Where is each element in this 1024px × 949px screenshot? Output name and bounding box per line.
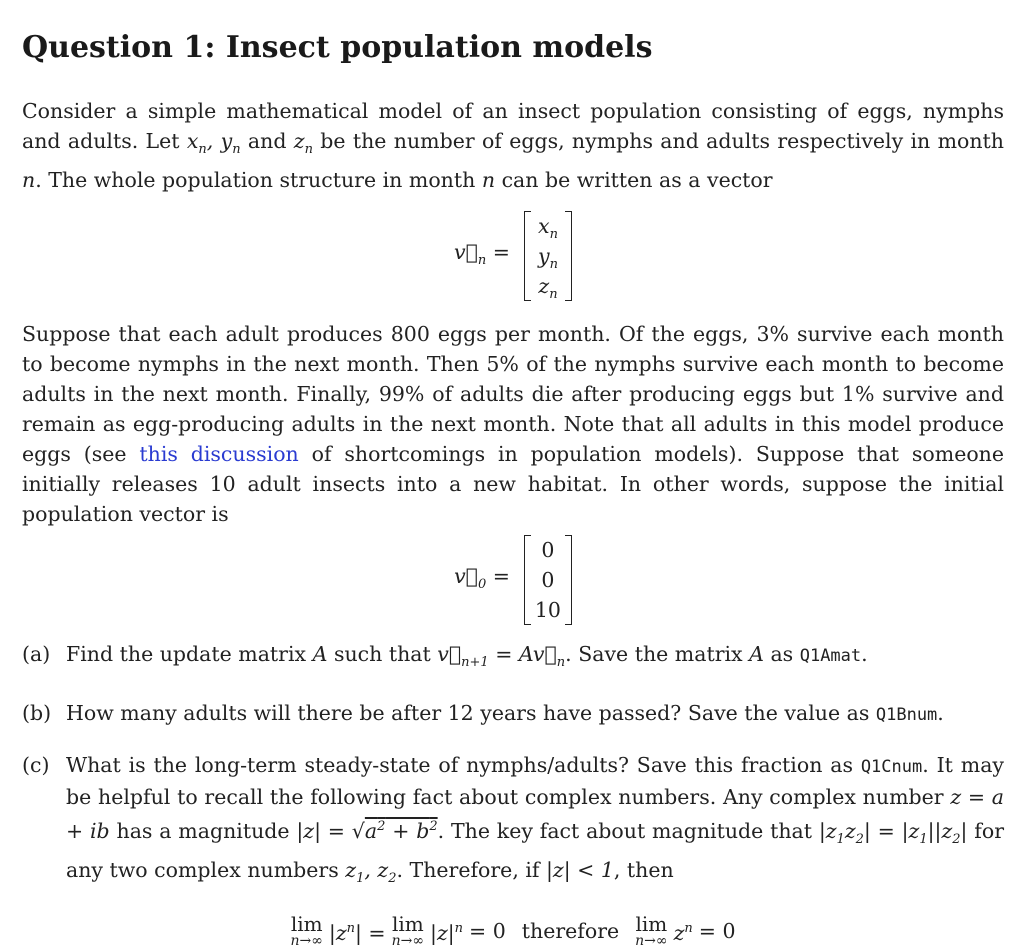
vector-0-equation: $v⃗_0$ = 0 0 10 [22,535,1004,625]
code-q1cnum: Q1Cnum [860,757,923,778]
limit-equation: lim n→∞ $|z^n|$ = lim n→∞ $|z|^n$ = 0 therefore lim n→∞ $z^n$ = 0 [290,912,736,949]
vector-n-matrix: $x_n$ $y_n$ $z_n$ [524,211,572,301]
page-title: Question 1: Insect population models [22,30,653,65]
document-page [22,18,1004,948]
vector-n-equation: $v⃗_n$ = $x_n$ $y_n$ $z_n$ [22,211,1004,301]
intro-paragraph: Consider a simple mathematical model of an insect population consisting of eggs, nymphs and adults. Let $x_n$, $y_n$ and $z_n$ be the number of eggs, nymphs and adults respectively in month n. The whole population structure in month n can be written as a vector [22,99,1004,193]
part-b: (b) How many adults will there be after 12 years have passed? Save the value as Q1Bnum. [22,701,944,726]
part-a: (a) Find the update matrix A such that $v⃗_{n+1}$ = $Av⃗_n$. Save the matrix A as Q1Amat. [22,642,868,671]
discussion-link[interactable]: this discussion [139,442,299,467]
model-paragraph: Suppose that each adult produces 800 eggs per month. Of the eggs, 3% survive each month to become nymphs in the next month. Then 5% of the nymphs survive each month to become adults in the next month. Finally, 99% of adults die after producing eggs but 1% survive and remain as egg-producing adults in the next month. Note that all adults in this model produce eggs (see this discussion of shortcomings in population models). Suppose that someone initially releases 10 adult insects into a new habitat. In other words, suppose the initial population vector is [22,322,1004,527]
part-c: (c) What is the long-term steady-state of nymphs/adults? Save this fraction as Q1Cnum. It may be helpful to recall the following fact about complex numbers. Any complex number z = a + ib has a magnitude $|z| = √a^2 + b^2$. The key fact about magnitude that $|z_1z_2| = |z_1||z_2|$ for any two complex numbers $z_1$, $z_2$. Therefore, if |z| < 1, then [22,753,1005,887]
vector-0-matrix: 0 0 10 [524,535,572,625]
code-q1bnum: Q1Bnum [875,705,938,726]
code-q1amat: Q1Amat [799,646,862,667]
question-list [22,639,1004,948]
